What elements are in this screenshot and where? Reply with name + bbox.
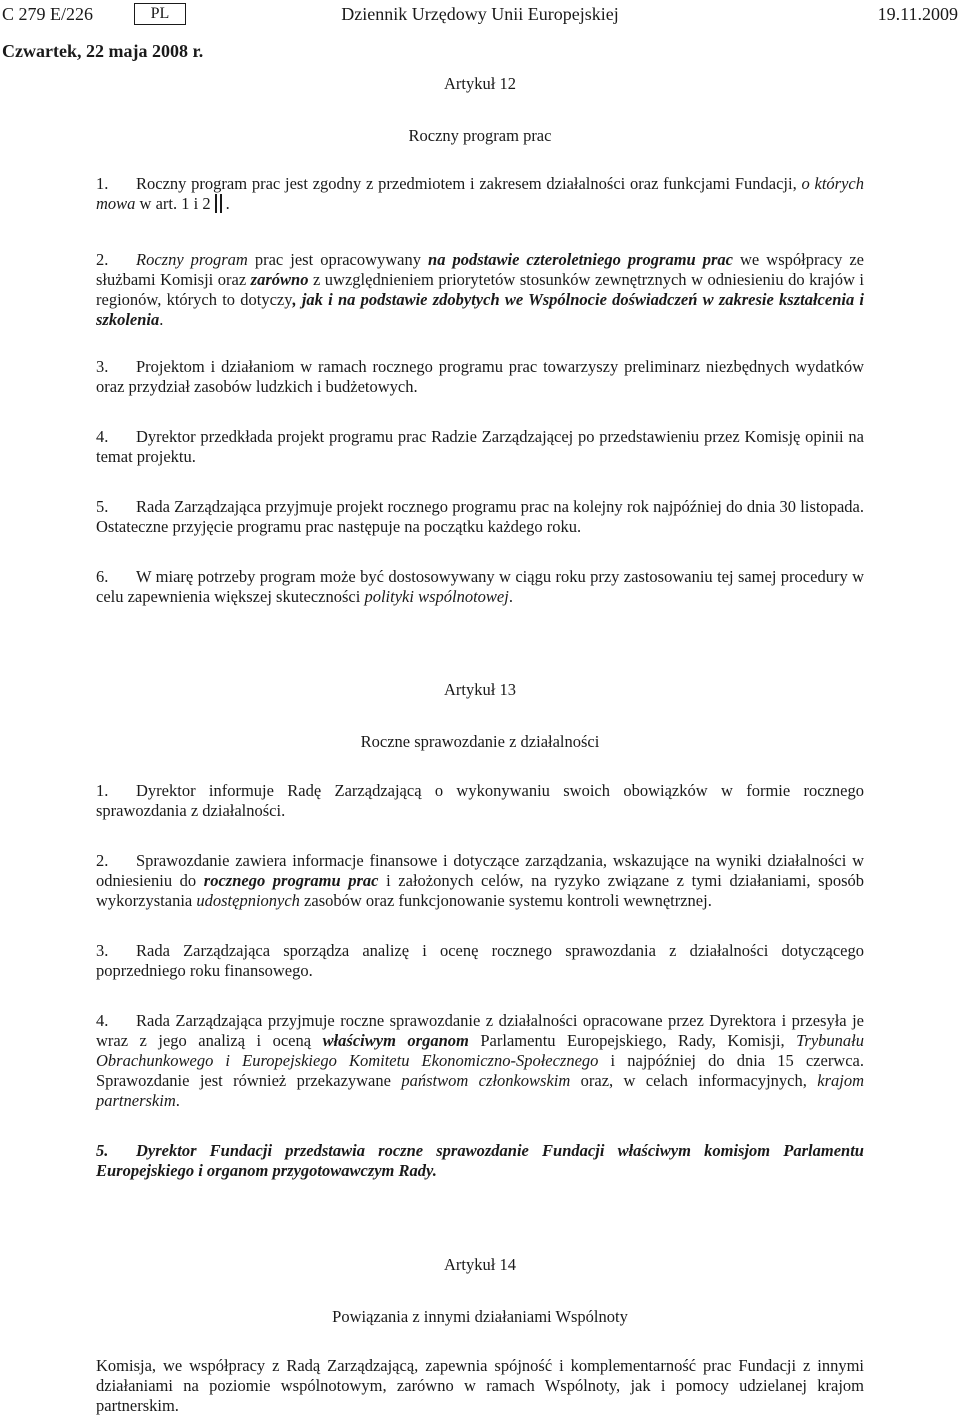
text-span: . <box>225 194 230 213</box>
text-span: i założonych celów, na ryzyko związane z tymi działaniami, sposób wykorzystania <box>96 871 864 910</box>
art12-paragraph-1 <box>96 174 864 214</box>
text-span: i najpóźniej do dnia 15 czerwca. Sprawozdanie jest również przekazywane <box>96 1051 864 1090</box>
text-span: Roczny program prac jest zgodny z przedmiotem i zakresem działalności oraz funkcjami Fundacji, <box>136 174 802 193</box>
article-12-title: Artykuł 12 <box>444 74 516 93</box>
article-12-subtitle: Roczny program prac <box>408 126 552 145</box>
text-span: zasobów oraz funkcjonowanie systemu kontroli wewnętrznej. <box>299 891 712 910</box>
bold-italic-text: , jak i na podstawie zdobytych we Wspólnocie doświadczeń w zakresie kształcenia i szkolenia <box>96 290 865 329</box>
publication-date: 19.11.2009 <box>877 4 958 24</box>
text-span: z uwzględnieniem priorytetów stosunków zewnętrznych w odniesieniu do krajów i regionów, których to dotyczy <box>96 270 864 309</box>
paragraph-number: 2. <box>96 250 109 269</box>
text-span: . <box>159 310 164 329</box>
paragraph-number: 3. <box>96 357 109 376</box>
text-span: Sprawozdanie zawiera informacje finansowe i dotyczące zarządzania, wskazujące na wyniki działalności w odniesieniu do <box>96 851 864 890</box>
sitting-date: Czwartek, 22 maja 2008 r. <box>2 41 204 61</box>
bold-italic-text: rocznego programu prac <box>203 871 379 890</box>
language-badge: PL <box>134 3 186 25</box>
italic-text: krajom partnerskim <box>96 1071 864 1110</box>
bold-italic-text: właściwym organom <box>322 1031 469 1050</box>
art12-paragraph-3 <box>96 357 864 397</box>
page-header <box>0 2 960 26</box>
text-span: Rada Zarządzająca przyjmuje roczne sprawozdanie z działalności opracowane przez Dyrektora i przesyła je wraz z jego analizą i oceną <box>96 1011 864 1050</box>
article-13-subtitle: Roczne sprawozdanie z działalności <box>360 732 600 751</box>
art14-paragraph-1 <box>96 1356 864 1416</box>
italic-text: polityki wspólnotowej <box>364 587 509 606</box>
text-span: Dyrektor Fundacji przedstawia roczne sprawozdanie Fundacji właściwym komisjom Parlamentu Europejskiego i organom przygotowawczym Rady. <box>96 1141 864 1180</box>
text-span: Dyrektor informuje Radę Zarządzającą o wykonywaniu swoich obowiązków w formie rocznego sprawozdania z działalności. <box>96 781 864 820</box>
text-span: . <box>508 587 513 606</box>
paragraph-number: 5. <box>96 497 109 516</box>
text-span: . <box>175 1091 180 1110</box>
art12-paragraph-5 <box>96 497 864 537</box>
text-span: Rada Zarządzająca sporządza analizę i ocenę rocznego sprawozdania z działalności dotyczącego poprzedniego roku finansowego. <box>96 941 864 980</box>
italic-text: państwom członkowskim <box>401 1071 571 1090</box>
text-span: prac jest opracowywany <box>247 250 429 269</box>
text-span: W miarę potrzeby program może być dostosowywany w ciągu roku przy zastosowaniu tej samej procedury w celu zapewnienia większej skuteczności <box>96 567 864 606</box>
paragraph-number: 1. <box>96 781 109 800</box>
italic-text: udostępnionych <box>196 891 300 910</box>
article-14-title: Artykuł 14 <box>444 1255 516 1274</box>
text-span: Komisja, we współpracy z Radą Zarządzającą, zapewnia spójność i komplementarność prac Fundacji z innymi działaniami na poziomie wspólnotowym, zarówno w ramach Wspólnoty, jak i pomocy udzielanej krajom partnerskim. <box>96 1356 864 1415</box>
text-span: Parlamentu Europejskiego, Rady, Komisji, <box>468 1031 797 1050</box>
paragraph-number: 4. <box>96 427 109 446</box>
text-span: we współpracy ze służbami Komisji oraz <box>96 250 865 289</box>
art13-paragraph-3 <box>96 941 864 981</box>
art13-paragraph-4 <box>96 1011 864 1111</box>
paragraph-number: 6. <box>96 567 109 586</box>
italic-text: Trybunału Obrachunkowego i Europejskiego Komitetu Ekonomiczno-Społecznego <box>96 1031 865 1070</box>
art13-paragraph-2 <box>96 851 864 911</box>
paragraph-number: 5. <box>96 1141 109 1160</box>
text-span: w art. 1 i 2 <box>135 194 211 213</box>
journal-title: Dziennik Urzędowy Unii Europejskiej <box>341 4 619 24</box>
text-span: Rada Zarządzająca przyjmuje projekt rocznego programu prac na kolejny rok najpóźniej do dnia 30 listopada. Ostateczne przyjęcie programu prac następuje na początku każdego roku. <box>96 497 864 536</box>
change-marker-bar <box>215 194 222 213</box>
text-span: oraz, w celach informacyjnych, <box>570 1071 818 1090</box>
art13-paragraph-1 <box>96 781 864 821</box>
italic-text: Roczny program <box>136 250 248 269</box>
page-reference: C 279 E/226 <box>2 4 94 24</box>
art13-paragraph-5 <box>96 1141 864 1181</box>
document-body <box>96 62 864 1416</box>
bold-italic-text: zarówno <box>250 270 309 289</box>
art12-paragraph-6 <box>96 567 864 607</box>
paragraph-number: 3. <box>96 941 109 960</box>
article-14-subtitle: Powiązania z innymi działaniami Wspólnoty <box>332 1307 628 1326</box>
bold-italic-text: na podstawie czteroletniego programu prac <box>428 250 733 269</box>
paragraph-number: 4. <box>96 1011 109 1030</box>
art12-paragraph-2 <box>96 250 864 330</box>
text-span: Dyrektor przedkłada projekt programu prac Radzie Zarządzającej po przedstawieniu przez Komisję opinii na temat projektu. <box>96 427 864 466</box>
text-span: Projektom i działaniom w ramach rocznego programu prac towarzyszy preliminarz niezbędnych wydatków oraz przydział zasobów ludzkich i budżetowych. <box>96 357 864 396</box>
paragraph-number: 2. <box>96 851 109 870</box>
italic-text: o których mowa <box>96 174 864 213</box>
art12-paragraph-4 <box>96 427 864 467</box>
paragraph-number: 1. <box>96 174 109 193</box>
article-13-title: Artykuł 13 <box>444 680 516 699</box>
